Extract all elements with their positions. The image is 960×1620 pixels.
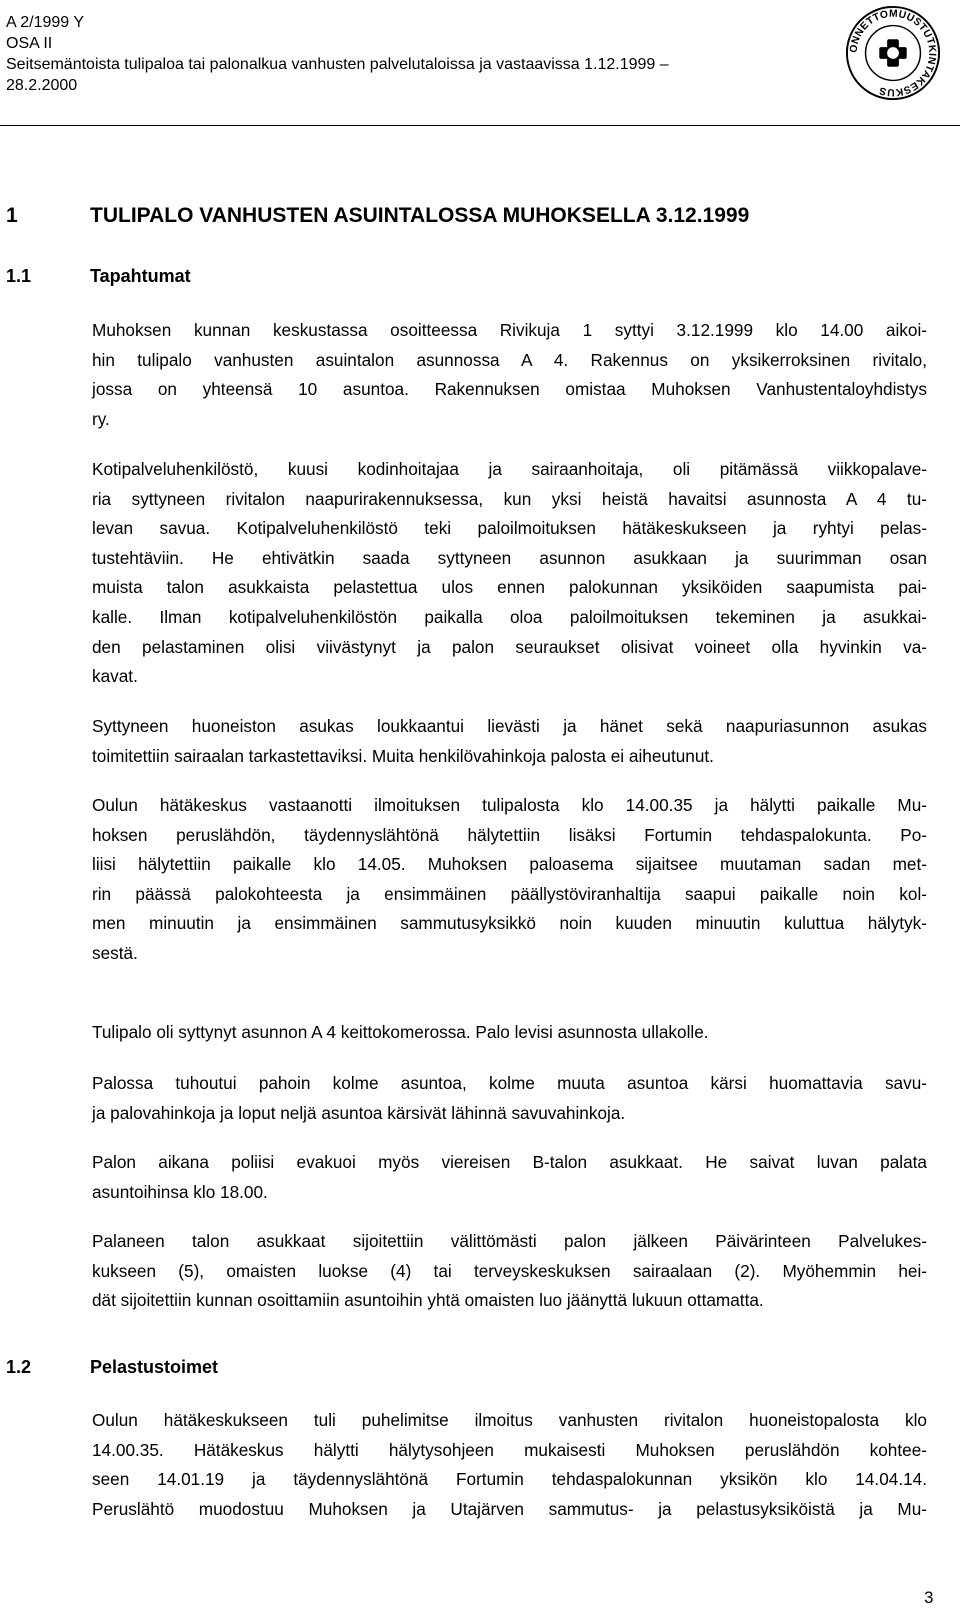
subsection-number: 1.1: [6, 266, 32, 286]
subsection-heading-1-2: [6, 1357, 218, 1378]
text-line: kukseen (5), omaisten luokse (4) tai terveyskeskuksen sairaalaan (2). Myöhemmin hei-: [92, 1260, 927, 1281]
report-period: 28.2.2000: [6, 77, 78, 94]
text-line: liisi hälytettiin paikalle klo 14.05. Muhoksen paloasema sijaitsee muutaman sadan met-: [92, 854, 927, 875]
section-title: TULIPALO VANHUSTEN ASUINTALOSSA MUHOKSELLA 3.12.1999: [90, 204, 750, 227]
text-line: Palon aikana poliisi evakuoi myös viereisen B-talon asukkaat. He saivat luvan palata: [92, 1152, 927, 1172]
header-divider: [0, 125, 960, 126]
text-line: den pelastaminen olisi viivästynyt ja palon seuraukset olisivat voineet olla hyvinkin va-: [92, 636, 927, 657]
subsection-title: Pelastustoimet: [90, 1357, 219, 1377]
text-line: kavat.: [92, 666, 138, 687]
subsection-heading-1-1: [6, 266, 191, 287]
text-line: Syttyneen huoneiston asukas loukkaantui lievästi ja hänet sekä naapuriasunnon asukas: [92, 716, 927, 736]
text-line: Kotipalveluhenkilöstö, kuusi kodinhoitajaa ja sairaanhoitaja, oli pitämässä viikkopalave-: [92, 459, 927, 479]
text-line: ria syttyneen rivitalon naapurirakennuksessa, kun yksi heistä havaitsi asunnosta A 4 tu-: [92, 488, 927, 509]
text-line: hoksen peruslähdön, täydennyslähtönä hälytettiin lisäksi Fortumin tehdaspalokunta. Po-: [92, 824, 927, 845]
subsection-title: Tapahtumat: [90, 266, 191, 286]
section-number: 1: [6, 204, 18, 227]
paragraph: [92, 712, 927, 771]
report-subtitle: Seitsemäntoista tulipaloa tai palonalkua vanhusten palvelutaloissa ja vastaavissa 1.12.1999 –: [6, 56, 669, 73]
text-line: kalle. Ilman kotipalveluhenkilöstön paikalla oloa paloilmoituksen tekeminen ja asukkai-: [92, 606, 927, 627]
text-line: Peruslähtö muodostuu Muhoksen ja Utajärven sammutus- ja pelastusyksiköistä ja Mu-: [92, 1498, 927, 1519]
running-header: [6, 12, 806, 96]
paragraph: [92, 1406, 927, 1524]
text-line: seen 14.01.19 ja täydennyslähtönä Fortumin tehdaspalokunnan yksikön klo 14.04.14.: [92, 1469, 927, 1490]
text-line: Palaneen talon asukkaat sijoitettiin välittömästi palon jälkeen Päivärinteen Palvelukes-: [92, 1231, 927, 1251]
text-line: Muhoksen kunnan keskustassa osoitteessa Rivikuja 1 syttyi 3.12.1999 klo 14.00 aikoi-: [92, 320, 927, 340]
paragraph: [92, 1148, 927, 1207]
text-line: asuntoihinsa klo 18.00.: [92, 1181, 268, 1202]
paragraph: [92, 1018, 927, 1048]
report-id: A 2/1999 Y: [6, 14, 84, 31]
report-part: OSA II: [6, 35, 53, 52]
text-line: muista talon asukkaista pelastettua ulos ennen palokunnan yksiköiden saapumista pai-: [92, 577, 927, 598]
paragraph: [92, 316, 927, 434]
text-line: 14.00.35. Hätäkeskus hälytti hälytysohjeen mukaisesti Muhoksen peruslähdön kohtee-: [92, 1439, 927, 1460]
page-number: 3: [924, 1588, 934, 1607]
text-line: levan savua. Kotipalveluhenkilöstö teki paloilmoituksen hätäkeskukseen ja ryhtyi pelas-: [92, 518, 927, 539]
section-heading-1: [6, 204, 749, 228]
text-line: men minuutin ja ensimmäinen sammutusyksikkö noin kuuden minuutin kuluttua hälytyk-: [92, 913, 927, 934]
text-line: Oulun hätäkeskukseen tuli puhelimitse ilmoitus vanhusten rivitalon huoneistopalosta klo: [92, 1410, 927, 1430]
text-line: sestä.: [92, 942, 138, 963]
accident-investigation-board-seal-logo: [844, 4, 942, 102]
subsection-number: 1.2: [6, 1357, 32, 1377]
text-line: hin tulipalo vanhusten asuintalon asunnossa A 4. Rakennus on yksikerroksinen rivitalo,: [92, 349, 927, 370]
paragraph: [92, 1227, 927, 1316]
text-line: dät sijoitettiin kunnan osoittamiin asuntoihin yhtä omaisten luo jäänyttä lukuun ottamatta.: [92, 1290, 764, 1311]
text-line: rin päässä palokohteesta ja ensimmäinen päällystöviranhaltija saapui paikalle noin kol-: [92, 883, 927, 904]
text-line: ja palovahinkoja ja loput neljä asuntoa kärsivät lähinnä savuvahinkoja.: [92, 1102, 626, 1123]
text-line: jossa on yhteensä 10 asuntoa. Rakennuksen omistaa Muhoksen Vanhustentaloyhdistys: [92, 379, 927, 400]
text-line: ry.: [92, 408, 110, 429]
svg-text:ONNETTOMUUSTUTKINTAKESKUS: ONNETTOMUUSTUTKINTAKESKUS: [848, 8, 938, 98]
text-line: Oulun hätäkeskus vastaanotti ilmoituksen tulipalosta klo 14.00.35 ja hälytti paikalle Mu-: [92, 795, 927, 815]
paragraph: [92, 791, 927, 969]
text-line: Tulipalo oli syttynyt asunnon A 4 keittokomerossa. Palo levisi asunnosta ullakolle.: [92, 1022, 709, 1042]
paragraph: [92, 455, 927, 692]
text-line: tustehtäviin. He ehtivätkin saada syttyneen asunnon asukkaan ja suurimman osan: [92, 547, 927, 568]
text-line: Palossa tuhoutui pahoin kolme asuntoa, kolme muuta asuntoa kärsi huomattavia savu-: [92, 1073, 927, 1093]
paragraph: [92, 1069, 927, 1128]
text-line: toimitettiin sairaalan tarkastettaviksi. Muita henkilövahinkoja palosta ei aiheutunut.: [92, 745, 714, 766]
